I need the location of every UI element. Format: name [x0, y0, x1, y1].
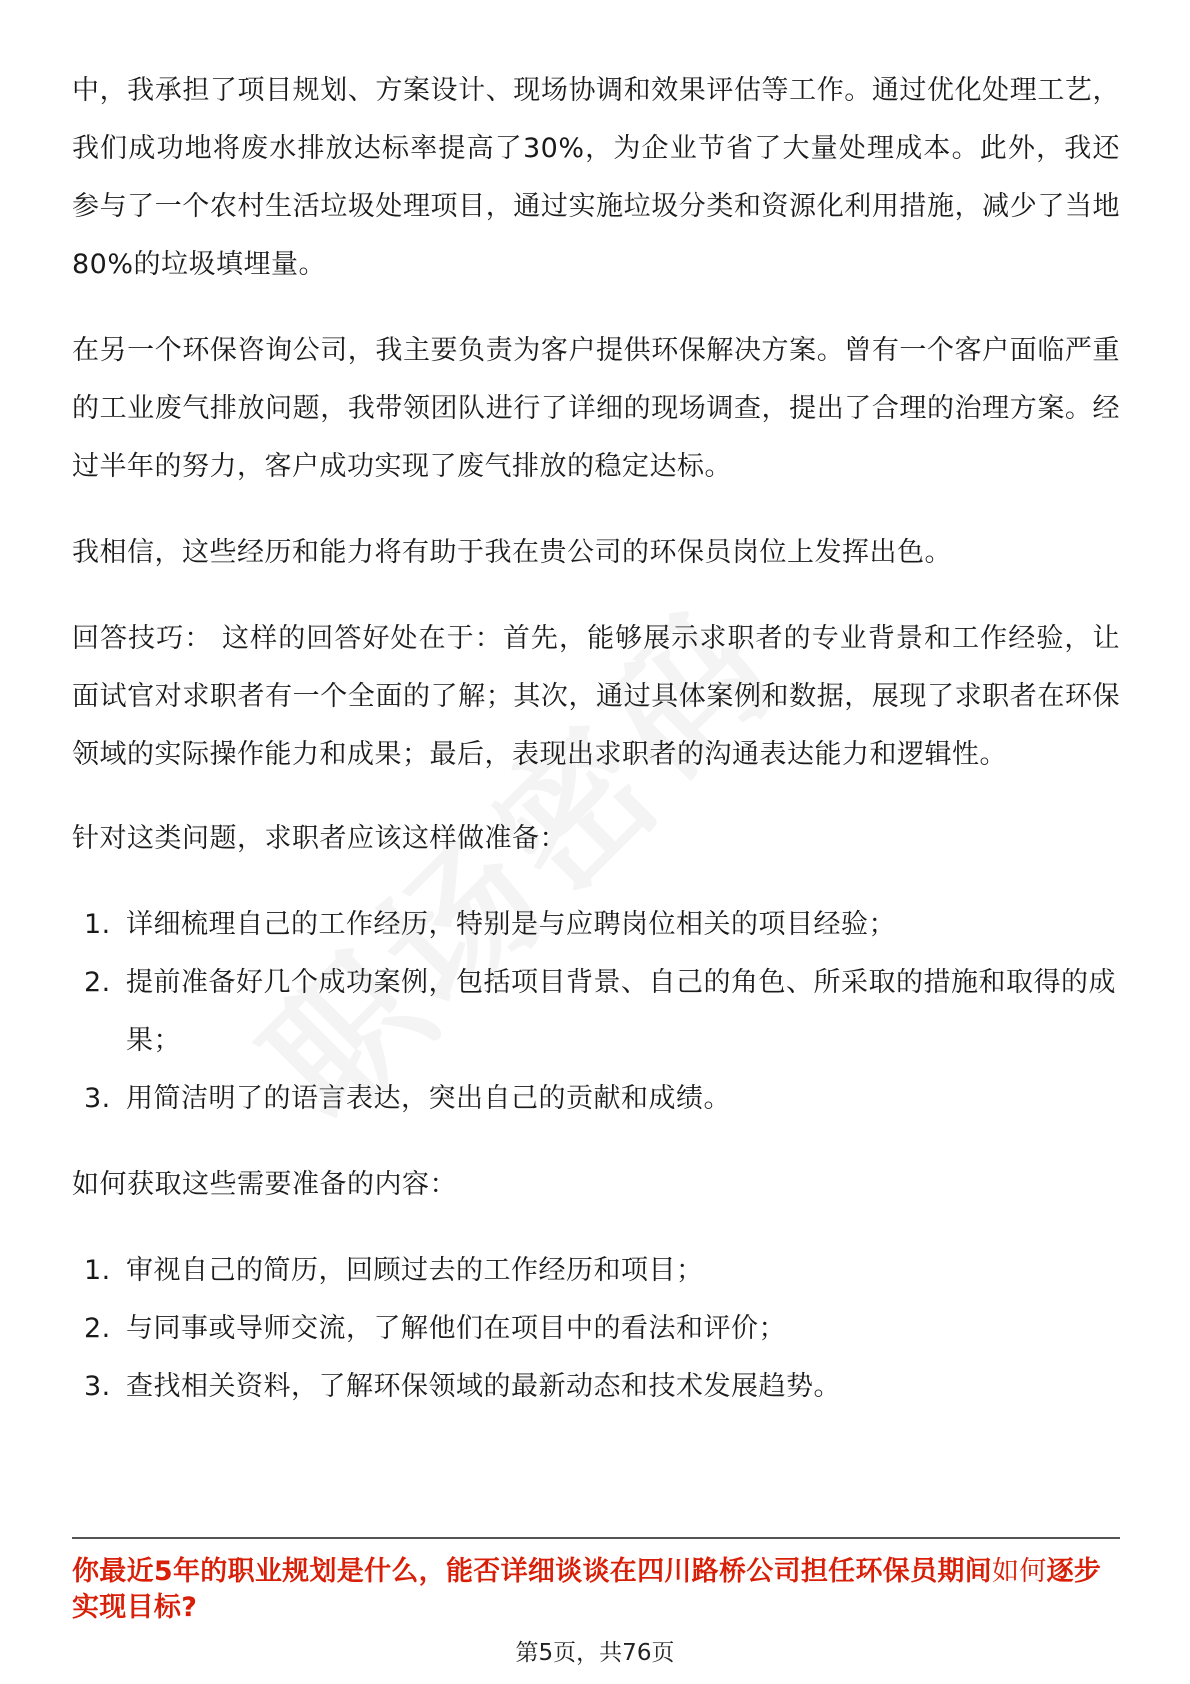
list-number: 3.: [84, 1083, 111, 1114]
question-plain-text: 如何: [992, 1556, 1047, 1587]
question-bold-end: 逐步实现目标?: [72, 1556, 1102, 1623]
list-item: [72, 1300, 1120, 1358]
list-text: 用简洁明了的语言表达，突出自己的贡献和成绩。: [126, 1083, 731, 1114]
prep-list: [72, 896, 1120, 1128]
paragraph-prep-intro: 针对这类问题，求职者应该这样做准备：: [72, 823, 567, 854]
source-list: [72, 1242, 1120, 1416]
list-text: 查找相关资料，了解环保领域的最新动态和技术发展趋势。: [126, 1371, 841, 1402]
paragraph-conclusion: 我相信，这些经历和能力将有助于我在贵公司的环保员岗位上发挥出色。: [72, 537, 952, 568]
section-divider: [72, 1537, 1120, 1539]
list-number: 1.: [84, 1255, 111, 1286]
list-number: 2.: [84, 967, 111, 998]
question-bold-text: 你最近5年的职业规划是什么，能否详细谈谈在四川路桥公司担任环保员期间: [72, 1556, 992, 1587]
list-item: [72, 896, 1120, 954]
list-item: [72, 1070, 1120, 1128]
document-body: [72, 62, 1120, 1444]
paragraph-sources-intro: 如何获取这些需要准备的内容：: [72, 1169, 457, 1200]
list-number: 2.: [84, 1313, 111, 1344]
paragraph-project-experience: 中，我承担了项目规划、方案设计、现场协调和效果评估等工作。通过优化处理工艺，我们成功地将废水排放达标率提高了30%，为企业节省了大量处理成本。此外，我还参与了一个农村生活垃圾处理项目，通过实施垃圾分类和资源化利用措施，减少了当地80%的垃圾填埋量。: [72, 75, 1120, 280]
list-item: [72, 1358, 1120, 1416]
list-text: 与同事或导师交流，了解他们在项目中的看法和评价；: [126, 1313, 786, 1344]
list-item: [72, 1242, 1120, 1300]
list-text: 审视自己的简历，回顾过去的工作经历和项目；: [126, 1255, 704, 1286]
list-number: 1.: [84, 909, 111, 940]
paragraph-answer-tips: 回答技巧： 这样的回答好处在于：首先，能够展示求职者的专业背景和工作经验，让面试官对求职者有一个全面的了解；其次，通过具体案例和数据，展现了求职者在环保领域的实际操作能力和成果；最后，表现出求职者的沟通表达能力和逻辑性。: [72, 623, 1120, 770]
page-footer: 第5页，共76页: [515, 1640, 675, 1666]
next-question-heading: [72, 1554, 1120, 1626]
list-text: 详细梳理自己的工作经历，特别是与应聘岗位相关的项目经验；: [126, 909, 896, 940]
list-text: 提前准备好几个成功案例，包括项目背景、自己的角色、所采取的措施和取得的成果；: [126, 967, 1116, 1056]
list-item: [72, 954, 1120, 1070]
paragraph-consulting-experience: 在另一个环保咨询公司，我主要负责为客户提供环保解决方案。曾有一个客户面临严重的工业废气排放问题，我带领团队进行了详细的现场调查，提出了合理的治理方案。经过半年的努力，客户成功实现了废气排放的稳定达标。: [72, 335, 1120, 482]
list-number: 3.: [84, 1371, 111, 1402]
